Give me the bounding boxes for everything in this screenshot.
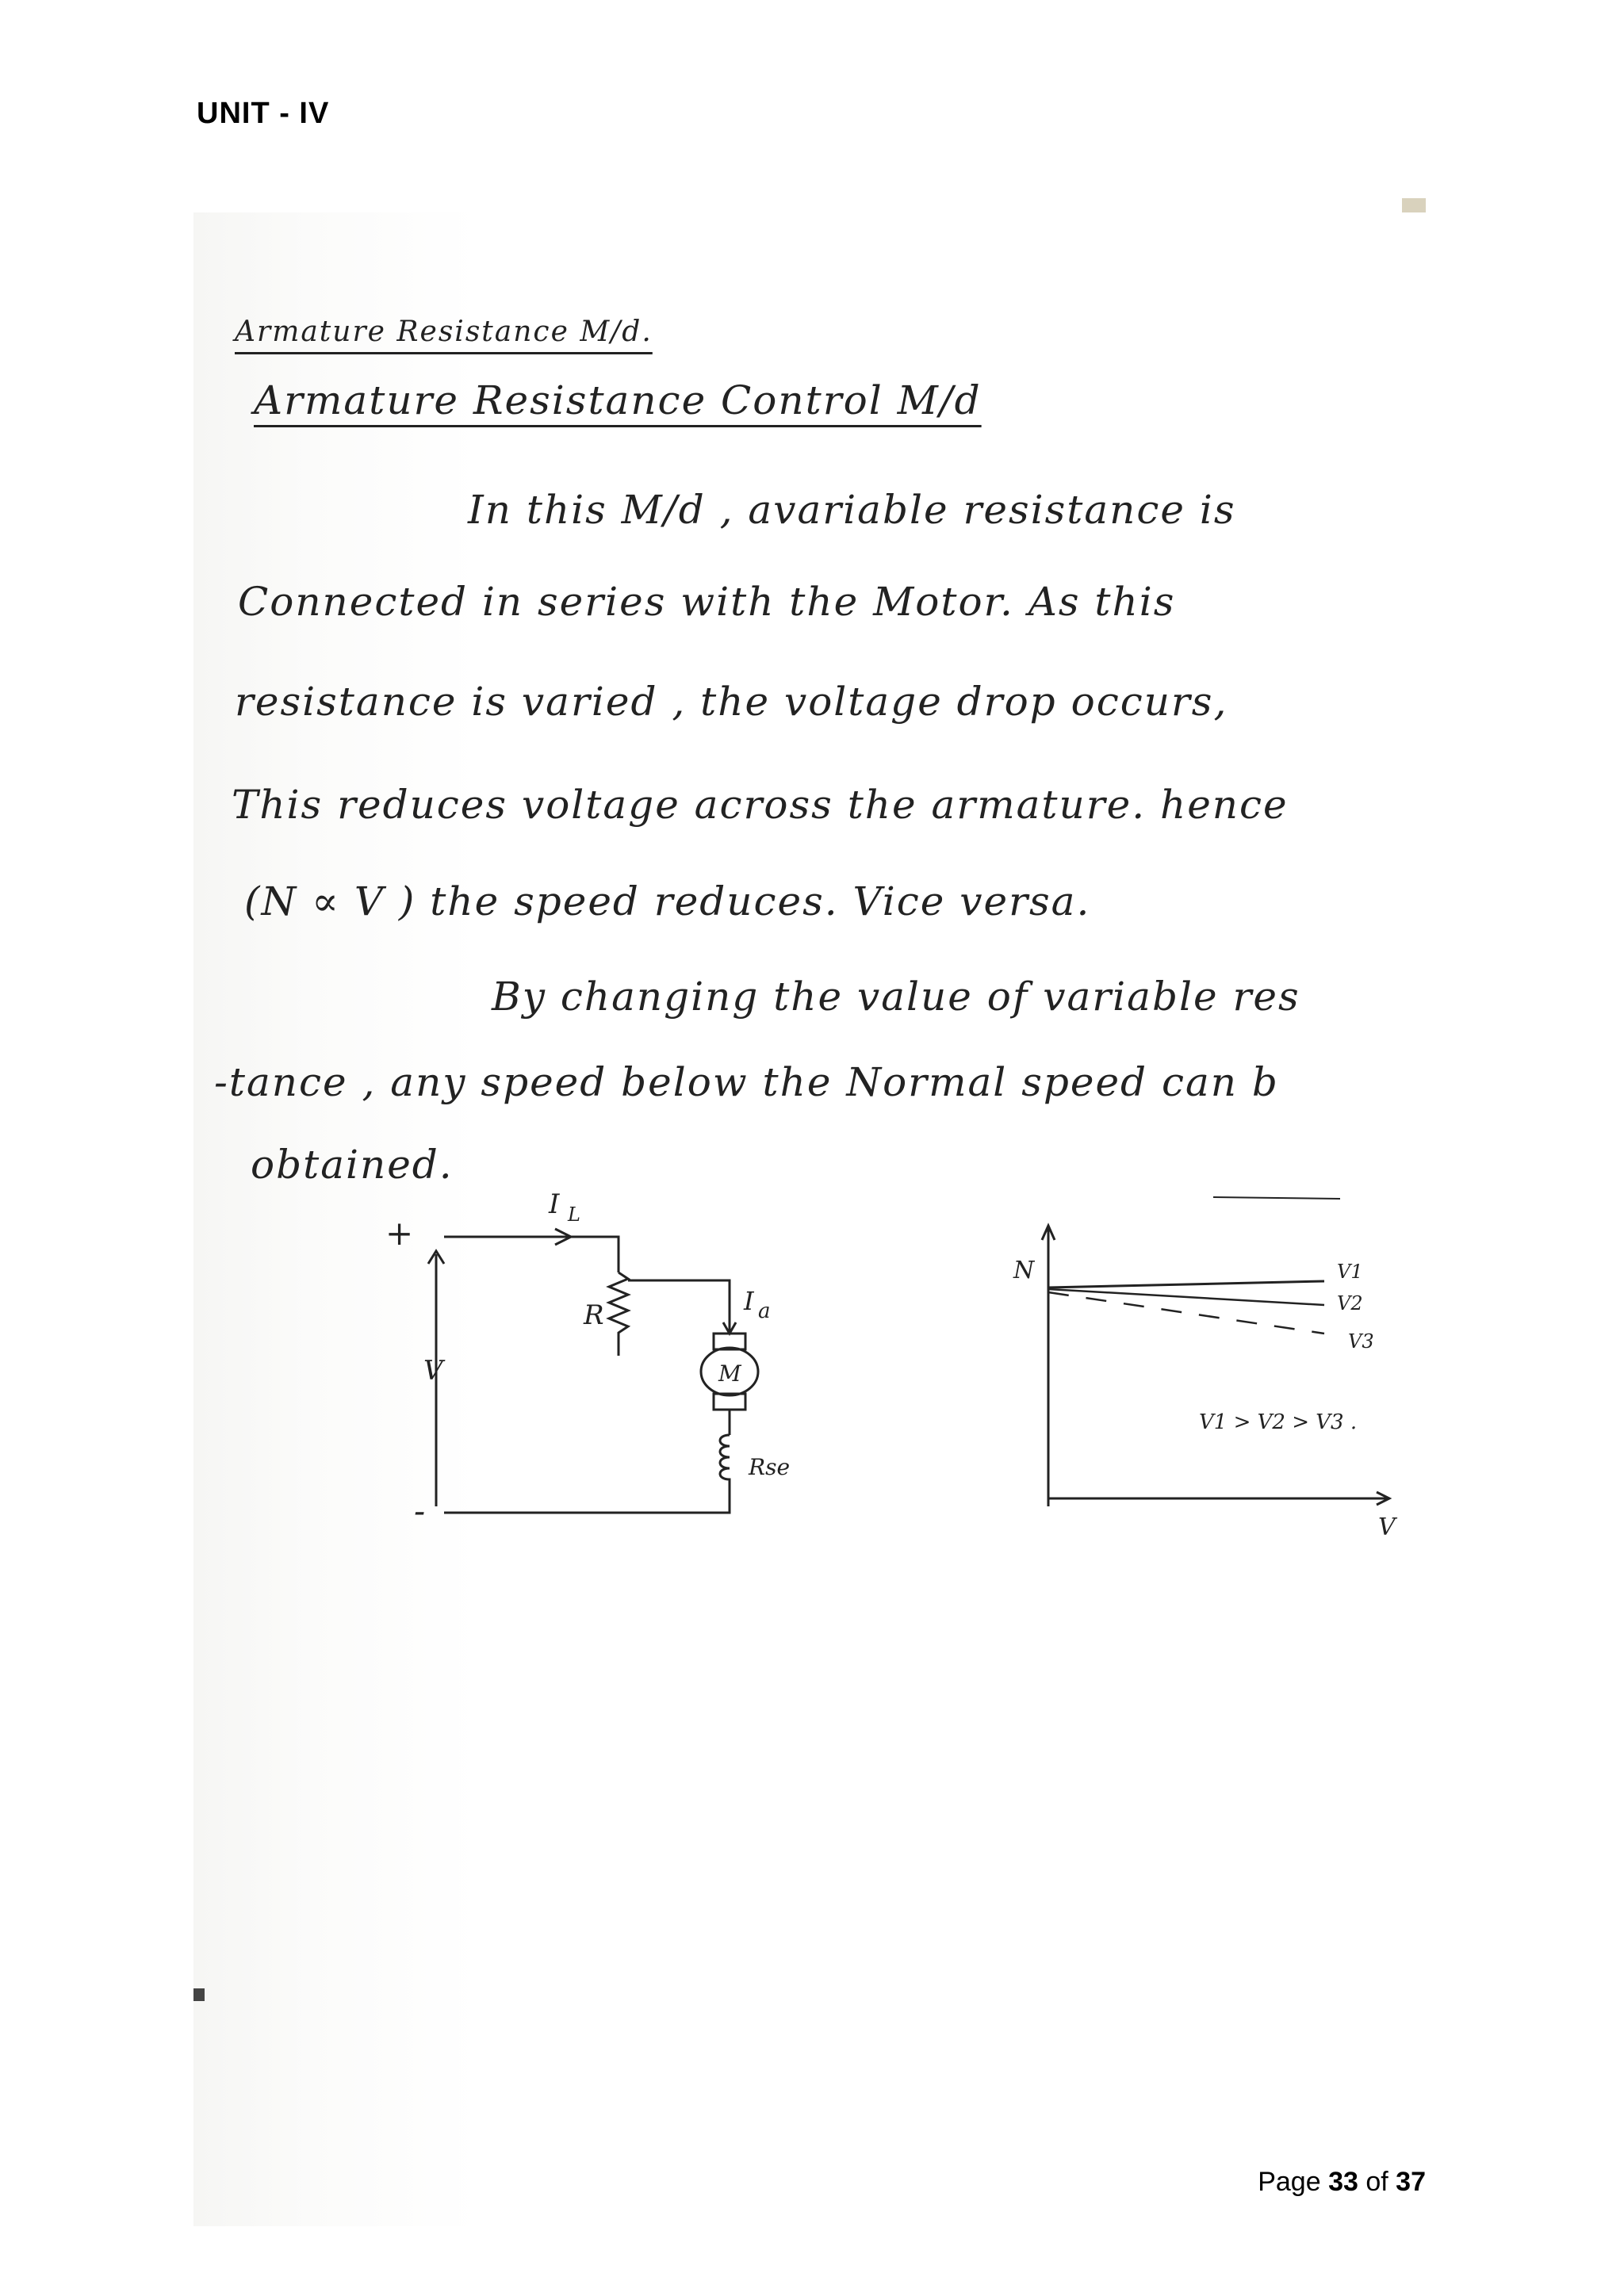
footer-of: of [1365, 2167, 1388, 2197]
series-field-label: Rse [749, 1454, 791, 1480]
resistor [609, 1272, 628, 1356]
bottom-wire [444, 1505, 730, 1513]
x-axis-label: V [1378, 1513, 1396, 1541]
scan-speck [193, 1988, 205, 2001]
note-line-8: obtained. [251, 1142, 454, 1188]
footer-prefix: Page [1258, 2167, 1321, 2197]
series-field-coil [720, 1435, 730, 1505]
armature-current-subscript: a [758, 1299, 771, 1323]
label-v3: V3 [1348, 1330, 1374, 1353]
line-v2 [1048, 1289, 1324, 1305]
speed-voltage-graph [975, 1189, 1435, 1562]
y-axis-label: N [1013, 1257, 1035, 1284]
note-line-3: resistance is varied , the voltage drop occurs, [235, 679, 1228, 725]
note-line-1: In this M/d , avariable resistance is [468, 487, 1236, 533]
footer-page-number: 33 [1328, 2167, 1358, 2197]
note-line-6: By changing the value of variable res [492, 974, 1300, 1020]
resistor-tap [628, 1280, 730, 1332]
line-v3 [1048, 1292, 1324, 1334]
note-line-2: Connected in series with the Motor. As this [238, 579, 1176, 625]
resistor-label: R [584, 1299, 604, 1331]
note-line-4: This reduces voltage across the armature. hence [232, 782, 1289, 828]
label-v1: V1 [1337, 1261, 1363, 1283]
top-mark [1213, 1197, 1340, 1199]
note-line-5: (N ∝ V ) the speed reduces. Vice versa. [244, 878, 1091, 924]
footer-total-pages: 37 [1396, 2167, 1426, 2197]
armature-current-label: I [744, 1286, 754, 1316]
label-v2: V2 [1337, 1292, 1363, 1314]
current-subscript: L [568, 1203, 580, 1226]
voltage-relation: V1 > V2 > V3 . [1199, 1410, 1358, 1434]
page-footer [1258, 2167, 1426, 2198]
current-label: I [549, 1188, 560, 1220]
minus-label: - [414, 1491, 426, 1530]
motor-label: M [718, 1360, 741, 1387]
note-heading: Armature Resistance Control M/d [254, 377, 982, 423]
note-line-7: -tance , any speed below the Normal speed can b [214, 1059, 1279, 1105]
scan-speck [1402, 198, 1426, 212]
line-v1 [1048, 1281, 1324, 1288]
unit-title: UNIT - IV [197, 97, 330, 130]
top-wire [444, 1237, 619, 1272]
plus-label: + [385, 1214, 414, 1253]
voltage-label: V [423, 1355, 443, 1387]
note-heading-small: Armature Resistance M/d. [235, 316, 653, 348]
circuit-diagram [365, 1181, 809, 1546]
